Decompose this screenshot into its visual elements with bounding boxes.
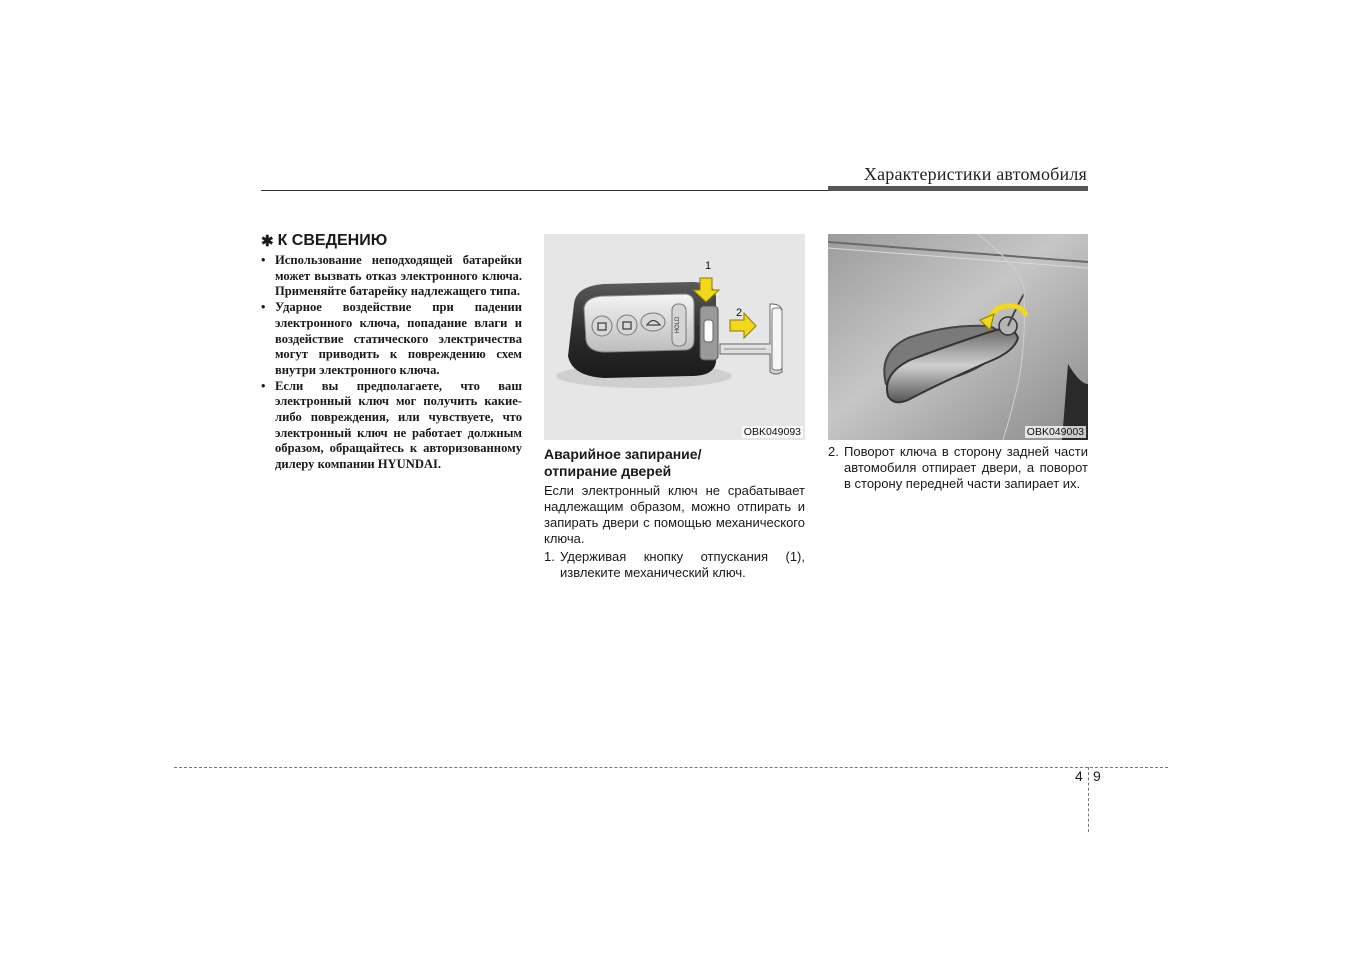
header-rule xyxy=(261,190,828,191)
note-bullet: • Ударное воздействие при падении электронного ключа, попадание влаги и воздействие статического электричества могут приводить к повреждению схем внутри электронного ключа. xyxy=(261,300,522,379)
step-1 xyxy=(544,549,805,581)
section-intro: Если электронный ключ не срабатывает надлежащим образом, можно отпирать и запирать двери с помощью механического ключа. xyxy=(544,483,805,546)
step-2 xyxy=(828,444,1088,492)
page-section-title: Характеристики автомобиля xyxy=(863,164,1087,184)
footer-rule xyxy=(174,767,1168,768)
figure-code: OBK049093 xyxy=(743,426,801,438)
page-number: 9 xyxy=(1093,768,1101,784)
door-handle-illustration xyxy=(828,234,1088,440)
section-title-line: отпирание дверей xyxy=(544,462,672,479)
asterisk-icon: ✱ xyxy=(261,233,274,250)
step-text: Удерживая кнопку отпускания (1), извлеките механический ключ. xyxy=(560,549,805,580)
figure-code: OBK049003 xyxy=(1026,426,1084,438)
footer-divider xyxy=(1088,767,1089,832)
emergency-lock-section xyxy=(544,446,805,581)
note-block xyxy=(261,232,522,473)
note-bullet-list xyxy=(261,253,522,473)
hold-button-label: HOLD xyxy=(675,316,681,334)
step-2-block xyxy=(828,444,1088,492)
callout-2: 2 xyxy=(736,307,743,319)
note-title: К СВЕДЕНИЮ xyxy=(277,232,388,249)
callout-1: 1 xyxy=(705,260,712,272)
note-bullet: • Если вы предполагаете, что ваш электронный ключ мог получить какие-либо повреждения, или чувствуете, что электронный ключ не работает должным образом, обращайтесь к авторизованному дилеру компании HYUNDAI. xyxy=(261,379,522,473)
chapter-number: 4 xyxy=(1075,768,1083,784)
note-heading xyxy=(261,232,522,250)
step-number: 1. xyxy=(544,549,555,564)
step-number: 2. xyxy=(828,444,839,459)
door-handle-figure xyxy=(828,234,1088,440)
section-title-line: Аварийное запирание/ xyxy=(544,446,702,462)
step-text: Поворот ключа в сторону задней части автомобиля отпирает двери, а поворот в сторону передней части запирает их. xyxy=(844,444,1088,491)
smart-key-illustration xyxy=(544,234,805,440)
note-bullet: • Использование неподходящей батарейки может вызвать отказ электронного ключа. Применяйте батарейку надлежащего типа. xyxy=(261,253,522,300)
smart-key-figure xyxy=(544,234,805,440)
section-title xyxy=(544,446,805,479)
header-rule-accent xyxy=(828,186,1088,191)
